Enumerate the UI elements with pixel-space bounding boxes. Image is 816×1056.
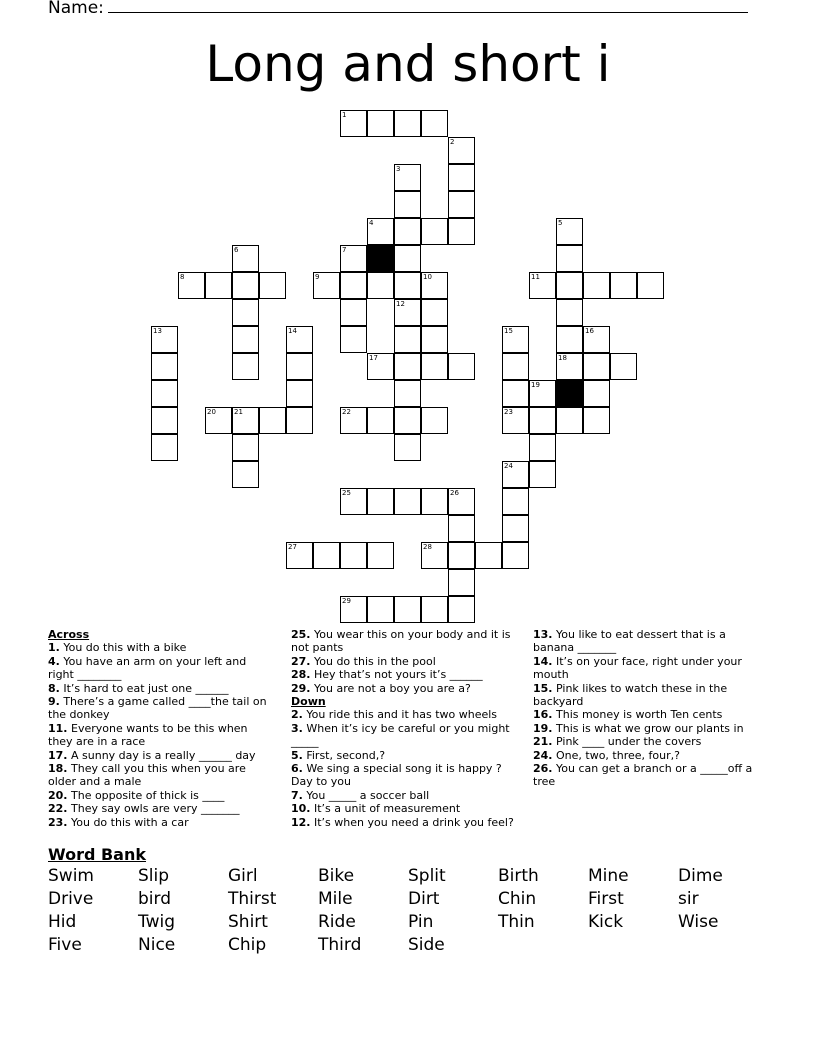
grid-cell[interactable]: [529, 434, 556, 461]
grid-cell[interactable]: [286, 407, 313, 434]
word-bank-item: Side: [408, 935, 445, 955]
clue-number: 29: [342, 597, 351, 605]
clue-text: One, two, three, four,?: [552, 748, 680, 762]
word-bank-item: Third: [318, 935, 362, 955]
grid-cell[interactable]: [367, 353, 394, 380]
grid-cell[interactable]: [556, 407, 583, 434]
grid-cell[interactable]: [421, 488, 448, 515]
grid-cell[interactable]: [502, 353, 529, 380]
clue-text: Pink ____ under the covers: [552, 735, 702, 749]
grid-cell[interactable]: [448, 137, 475, 164]
grid-cell[interactable]: [421, 110, 448, 137]
grid-cell[interactable]: [151, 380, 178, 407]
grid-cell[interactable]: [367, 218, 394, 245]
clue: [48, 722, 270, 749]
clue-num: 12.: [291, 815, 311, 829]
grid-cell[interactable]: [448, 569, 475, 596]
word-bank-item: Drive: [48, 889, 94, 909]
grid-cell[interactable]: [232, 461, 259, 488]
word-bank-item: Thin: [498, 912, 535, 932]
grid-cell[interactable]: [394, 218, 421, 245]
grid-cell[interactable]: [583, 407, 610, 434]
clue-number: 10: [423, 273, 432, 281]
grid-cell[interactable]: [232, 353, 259, 380]
grid-cell[interactable]: [502, 461, 529, 488]
clue: [291, 789, 521, 802]
grid-cell[interactable]: [556, 299, 583, 326]
grid-cell[interactable]: [286, 380, 313, 407]
grid-cell[interactable]: [340, 110, 367, 137]
grid-cell[interactable]: [502, 326, 529, 353]
grid-cell[interactable]: [529, 272, 556, 299]
clue: [533, 655, 765, 682]
clue-num: 4.: [48, 654, 60, 668]
clue: [48, 802, 270, 815]
grid-cell[interactable]: [394, 596, 421, 623]
clue-text: You do this with a bike: [59, 641, 187, 655]
grid-cell[interactable]: [151, 434, 178, 461]
word-bank-item: Dirt: [408, 889, 440, 909]
clue-text: You do this in the pool: [310, 654, 436, 668]
grid-cell[interactable]: [610, 272, 637, 299]
grid-cell[interactable]: [232, 407, 259, 434]
clue-number: 8: [180, 273, 185, 281]
clue-num: 2.: [291, 708, 303, 722]
word-bank-item: Kick: [588, 912, 624, 932]
word-bank-item: Split: [408, 866, 446, 886]
grid-cell[interactable]: [448, 488, 475, 515]
clue-number: 9: [315, 273, 320, 281]
clue-num: 23.: [48, 815, 68, 829]
grid-cell[interactable]: [448, 596, 475, 623]
clue-text: You have an arm on your left and right ________: [48, 654, 247, 682]
clue-num: 28.: [291, 668, 311, 682]
clue: [533, 722, 765, 735]
clue: [533, 762, 765, 789]
grid-cell[interactable]: [448, 353, 475, 380]
clue-number: 23: [504, 408, 513, 416]
grid-cell[interactable]: [340, 596, 367, 623]
clue-text: When it’s icy be careful or you might _____: [291, 721, 510, 749]
grid-cell[interactable]: [394, 434, 421, 461]
clue-number: 11: [531, 273, 540, 281]
clue-num: 7.: [291, 788, 303, 802]
grid-cell[interactable]: [583, 326, 610, 353]
grid-cell[interactable]: [313, 542, 340, 569]
clue-number: 24: [504, 462, 513, 470]
grid-cell[interactable]: [637, 272, 664, 299]
grid-cell[interactable]: [502, 380, 529, 407]
grid-cell[interactable]: [583, 353, 610, 380]
word-bank-item: Shirt: [228, 912, 268, 932]
grid-cell[interactable]: [610, 353, 637, 380]
clue: [291, 762, 521, 789]
clue: [291, 816, 521, 829]
clue: [291, 802, 521, 815]
clue-num: 15.: [533, 681, 553, 695]
clue: [291, 668, 521, 681]
clue-num: 1.: [48, 641, 60, 655]
word-bank-item: Girl: [228, 866, 258, 886]
clue-text: First, second,?: [302, 748, 386, 762]
clue-text: It’s a unit of measurement: [310, 802, 461, 816]
clue: [533, 749, 765, 762]
grid-cell[interactable]: [232, 299, 259, 326]
clue-text: You do this with a car: [67, 815, 189, 829]
word-bank-item: Dime: [678, 866, 723, 886]
page-title: Long and short i: [205, 35, 611, 93]
clue-num: 29.: [291, 681, 311, 695]
grid-cell[interactable]: [340, 245, 367, 272]
clue-column-2: [291, 628, 521, 829]
clue-text: This is what we grow our plants in: [552, 721, 744, 735]
clue-number: 7: [342, 246, 347, 254]
clue: [48, 641, 270, 654]
grid-cell[interactable]: [421, 272, 448, 299]
grid-cell[interactable]: [367, 110, 394, 137]
grid-cell[interactable]: [394, 245, 421, 272]
clue-text: It’s hard to eat just one ______: [59, 681, 229, 695]
grid-cell[interactable]: [475, 542, 502, 569]
grid-cell[interactable]: [583, 272, 610, 299]
grid-cell[interactable]: [394, 326, 421, 353]
grid-cell[interactable]: [502, 407, 529, 434]
grid-cell[interactable]: [340, 272, 367, 299]
word-bank-item: Hid: [48, 912, 77, 932]
clue-header: Down: [291, 695, 326, 709]
grid-cell[interactable]: [340, 299, 367, 326]
clue: [291, 655, 521, 668]
clue-num: 11.: [48, 721, 68, 735]
grid-cell[interactable]: [151, 326, 178, 353]
grid-cell[interactable]: [421, 596, 448, 623]
clue-num: 27.: [291, 654, 311, 668]
clue-number: 20: [207, 408, 216, 416]
grid-cell[interactable]: [448, 218, 475, 245]
clue-num: 21.: [533, 735, 553, 749]
grid-cell[interactable]: [313, 272, 340, 299]
grid-cell[interactable]: [421, 299, 448, 326]
name-label: Name:: [48, 0, 104, 18]
clue-number: 26: [450, 489, 459, 497]
grid-cell[interactable]: [394, 407, 421, 434]
word-bank-item: Mine: [588, 866, 629, 886]
clue-text: A sunny day is a really ______ day: [67, 748, 256, 762]
grid-cell[interactable]: [286, 542, 313, 569]
clue-text: It’s when you need a drink you feel?: [310, 815, 514, 829]
grid-cell[interactable]: [151, 353, 178, 380]
word-bank-item: Mile: [318, 889, 353, 909]
clue-text: This money is worth Ten cents: [552, 708, 723, 722]
word-bank-item: Chip: [228, 935, 267, 955]
grid-cell[interactable]: [340, 407, 367, 434]
clue: [291, 749, 521, 762]
clue-number: 21: [234, 408, 243, 416]
clue-num: 16.: [533, 708, 553, 722]
clue-number: 6: [234, 246, 239, 254]
word-bank-item: First: [588, 889, 624, 909]
clue-number: 1: [342, 111, 347, 119]
clue-number: 17: [369, 354, 378, 362]
word-bank-item: Five: [48, 935, 82, 955]
grid-cell[interactable]: [259, 272, 286, 299]
clue: [48, 816, 270, 829]
grid-cell[interactable]: [394, 191, 421, 218]
grid-cell[interactable]: [367, 596, 394, 623]
grid-cell[interactable]: [394, 110, 421, 137]
clue-number: 14: [288, 327, 297, 335]
clue-number: 25: [342, 489, 351, 497]
clue: [533, 682, 765, 709]
clue-num: 5.: [291, 748, 303, 762]
clue: [291, 628, 521, 655]
word-bank-item: Nice: [138, 935, 176, 955]
word-bank-title: Word Bank: [48, 845, 147, 864]
grid-cell[interactable]: [556, 218, 583, 245]
clue-text: The opposite of thick is ____: [67, 788, 225, 802]
clue-text: You ride this and it has two wheels: [302, 708, 498, 722]
grid-cell[interactable]: [205, 407, 232, 434]
grid-cell[interactable]: [286, 353, 313, 380]
clue-num: 8.: [48, 681, 60, 695]
grid-cell[interactable]: [232, 326, 259, 353]
clue-number: 5: [558, 219, 563, 227]
grid-cell[interactable]: [448, 542, 475, 569]
clue-number: 18: [558, 354, 567, 362]
clue-num: 26.: [533, 762, 553, 776]
grid-cell[interactable]: [394, 299, 421, 326]
word-bank-item: Thirst: [228, 889, 277, 909]
clue-num: 13.: [533, 628, 553, 641]
word-bank-item: Twig: [138, 912, 175, 932]
grid-cell[interactable]: [448, 164, 475, 191]
grid-cell[interactable]: [556, 326, 583, 353]
clue-num: 14.: [533, 654, 553, 668]
clue: [48, 695, 270, 722]
grid-cell[interactable]: [367, 542, 394, 569]
clue-num: 10.: [291, 802, 311, 816]
clue-column-3: [533, 628, 765, 789]
clue-text: There’s a game called ____the tail on the donkey: [48, 695, 267, 722]
clue-column-1: [48, 628, 270, 829]
clue-number: 15: [504, 327, 513, 335]
word-bank-item: Slip: [138, 866, 170, 886]
clue-number: 16: [585, 327, 594, 335]
word-bank-item: Ride: [318, 912, 356, 932]
clue-text: We sing a special song it is happy ? Day to you: [291, 762, 502, 789]
clue-text: They call you this when you are older and a male: [48, 762, 246, 789]
word-bank-item: Chin: [498, 889, 537, 909]
clue-text: You can get a branch or a _____off a tree: [533, 762, 753, 789]
grid-cell[interactable]: [421, 218, 448, 245]
clue-num: 9.: [48, 695, 60, 709]
grid-cell[interactable]: [502, 542, 529, 569]
grid-cell[interactable]: [421, 542, 448, 569]
clue-text: Hey that’s not yours it’s ______: [310, 668, 483, 682]
clue: [291, 708, 521, 721]
word-bank: [48, 866, 768, 958]
word-bank-item: sir: [678, 889, 699, 909]
grid-cell[interactable]: [232, 245, 259, 272]
clue-number: 19: [531, 381, 540, 389]
grid-cell[interactable]: [529, 380, 556, 407]
grid-cell[interactable]: [259, 407, 286, 434]
clue-number: 27: [288, 543, 297, 551]
clue-text: You wear this on your body and it is not pants: [291, 628, 511, 655]
clue-text: You _____ a soccer ball: [302, 788, 430, 802]
clue-number: 2: [450, 138, 455, 146]
clue-num: 24.: [533, 748, 553, 762]
grid-cell[interactable]: [421, 326, 448, 353]
clue-text: Pink likes to watch these in the backyard: [533, 681, 728, 709]
grid-cell[interactable]: [151, 407, 178, 434]
clue-number: 4: [369, 219, 374, 227]
grid-cell[interactable]: [394, 380, 421, 407]
clue: [48, 789, 270, 802]
clue-text: You like to eat dessert that is a banana _______: [533, 628, 726, 655]
clue-num: 3.: [291, 721, 303, 735]
clue-num: 22.: [48, 802, 68, 816]
grid-cell[interactable]: [448, 515, 475, 542]
clue: [533, 628, 765, 655]
clue-text: Everyone wants to be this when they are in a race: [48, 721, 248, 749]
grid-cell[interactable]: [556, 245, 583, 272]
clue-number: 28: [423, 543, 432, 551]
clue: [291, 722, 521, 749]
word-bank-item: Pin: [408, 912, 434, 932]
clue-num: 6.: [291, 762, 303, 776]
clue-text: It’s on your face, right under your mouth: [533, 654, 742, 682]
grid-cell[interactable]: [394, 353, 421, 380]
grid-cell[interactable]: [502, 515, 529, 542]
grid-cell[interactable]: [583, 380, 610, 407]
grid-cell[interactable]: [367, 407, 394, 434]
clue-num: 19.: [533, 721, 553, 735]
grid-cell[interactable]: [394, 488, 421, 515]
grid-cell[interactable]: [421, 407, 448, 434]
word-bank-item: bird: [138, 889, 171, 909]
word-bank-item: Wise: [678, 912, 719, 932]
grid-cell[interactable]: [286, 326, 313, 353]
grid-cell[interactable]: [529, 461, 556, 488]
grid-cell[interactable]: [367, 488, 394, 515]
clue: [48, 749, 270, 762]
grid-cell[interactable]: [448, 191, 475, 218]
clue-number: 13: [153, 327, 162, 335]
word-bank-item: Swim: [48, 866, 94, 886]
clue-num: 17.: [48, 748, 68, 762]
grid-cell[interactable]: [502, 488, 529, 515]
clue-number: 3: [396, 165, 401, 173]
grid-cell[interactable]: [340, 488, 367, 515]
clue: [533, 708, 765, 721]
clue: [48, 682, 270, 695]
grid-cell[interactable]: [205, 272, 232, 299]
grid-cell[interactable]: [367, 272, 394, 299]
grid-cell[interactable]: [421, 353, 448, 380]
grid-cell[interactable]: [556, 272, 583, 299]
grid-cell[interactable]: [394, 164, 421, 191]
grid-cell[interactable]: [529, 407, 556, 434]
clue-text: They say owls are very _______: [67, 802, 240, 816]
clue-text: You are not a boy you are a?: [310, 681, 471, 695]
clue-number: 12: [396, 300, 405, 308]
clue-num: 18.: [48, 762, 68, 776]
grid-cell[interactable]: [556, 353, 583, 380]
word-bank-item: Bike: [318, 866, 355, 886]
grid-cell[interactable]: [178, 272, 205, 299]
grid-cell[interactable]: [340, 326, 367, 353]
grid-cell[interactable]: [394, 272, 421, 299]
clue-header: Across: [48, 628, 90, 641]
black-square: [556, 380, 583, 407]
grid-cell[interactable]: [232, 272, 259, 299]
clue: [533, 735, 765, 748]
clue-num: 25.: [291, 628, 311, 641]
clue: [48, 655, 270, 682]
clue: [48, 762, 270, 789]
black-square: [367, 245, 394, 272]
clue: [291, 682, 521, 695]
grid-cell[interactable]: [232, 434, 259, 461]
grid-cell[interactable]: [340, 542, 367, 569]
clue-number: 22: [342, 408, 351, 416]
word-bank-item: Birth: [498, 866, 539, 886]
clue-num: 20.: [48, 788, 68, 802]
